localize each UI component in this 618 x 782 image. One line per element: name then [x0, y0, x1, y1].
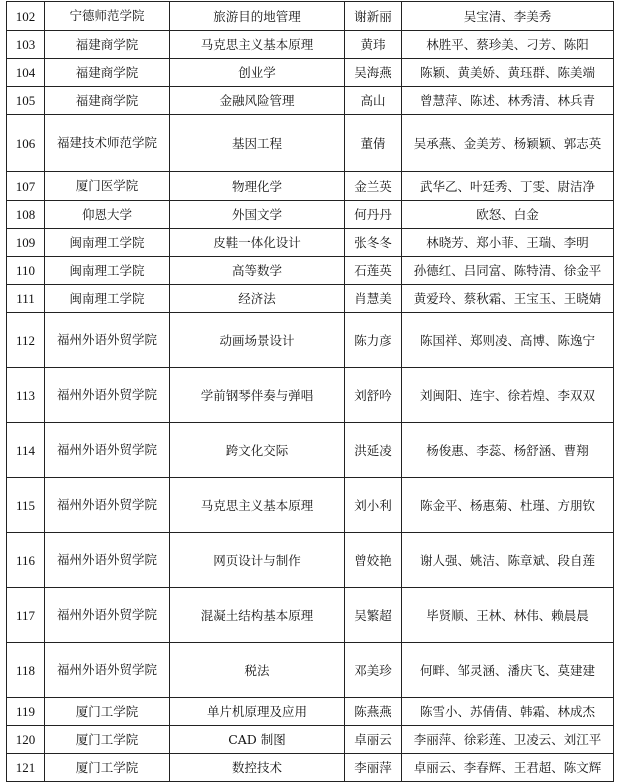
- row-number: 105: [7, 87, 45, 115]
- row-number: 112: [7, 313, 45, 368]
- school-name: 福州外语外贸学院: [45, 313, 170, 368]
- course-leader: 洪延凌: [345, 423, 402, 478]
- team-members: 吴承燕、金美芳、杨颖颖、郭志英: [402, 115, 614, 172]
- school-name: 仰恩大学: [45, 201, 170, 229]
- team-members: 何畔、邹灵涵、潘庆飞、莫建建: [402, 643, 614, 698]
- table-row: [7, 87, 614, 115]
- course-name: 马克思主义基本原理: [170, 478, 345, 533]
- row-number: 104: [7, 59, 45, 87]
- table-row: [7, 285, 614, 313]
- table-row: [7, 257, 614, 285]
- table-row: [7, 229, 614, 257]
- team-members: 毕贤顺、王林、林伟、赖晨晨: [402, 588, 614, 643]
- team-members: 杨俊惠、李蕊、杨舒涵、曹翔: [402, 423, 614, 478]
- table-row: [7, 588, 614, 643]
- table-row: [7, 478, 614, 533]
- course-name: 基因工程: [170, 115, 345, 172]
- table-row: [7, 726, 614, 754]
- row-number: 108: [7, 201, 45, 229]
- table-body: [7, 2, 614, 782]
- course-name: 混凝土结构基本原理: [170, 588, 345, 643]
- school-name: 福建商学院: [45, 31, 170, 59]
- course-name: 单片机原理及应用: [170, 698, 345, 726]
- school-name: 福建商学院: [45, 59, 170, 87]
- course-name: 物理化学: [170, 172, 345, 201]
- row-number: 119: [7, 698, 45, 726]
- course-name: 皮鞋一体化设计: [170, 229, 345, 257]
- team-members: 欧怒、白金: [402, 201, 614, 229]
- team-members: 林胜平、蔡珍美、刁芳、陈阳: [402, 31, 614, 59]
- school-name: 福建技术师范学院: [45, 115, 170, 172]
- row-number: 109: [7, 229, 45, 257]
- team-members: 武华乙、叶廷秀、丁雯、尉洁净: [402, 172, 614, 201]
- table-row: [7, 423, 614, 478]
- row-number: 117: [7, 588, 45, 643]
- team-members: 吴宝清、李美秀: [402, 2, 614, 31]
- course-leader: 曾姣艳: [345, 533, 402, 588]
- course-name: 经济法: [170, 285, 345, 313]
- team-members: 孙德红、吕同富、陈特清、徐金平: [402, 257, 614, 285]
- school-name: 闽南理工学院: [45, 229, 170, 257]
- course-name: 旅游目的地管理: [170, 2, 345, 31]
- team-members: 曾慧萍、陈述、林秀清、林兵青: [402, 87, 614, 115]
- table-row: [7, 2, 614, 31]
- course-leader: 董倩: [345, 115, 402, 172]
- course-leader: 陈燕燕: [345, 698, 402, 726]
- row-number: 113: [7, 368, 45, 423]
- school-name: 福州外语外贸学院: [45, 368, 170, 423]
- school-name: 福州外语外贸学院: [45, 478, 170, 533]
- table-row: [7, 313, 614, 368]
- course-leader: 陈力彦: [345, 313, 402, 368]
- course-name: 外国文学: [170, 201, 345, 229]
- row-number: 116: [7, 533, 45, 588]
- team-members: 李丽萍、徐彩莲、卫凌云、刘江平: [402, 726, 614, 754]
- course-leader: 吴繁超: [345, 588, 402, 643]
- row-number: 114: [7, 423, 45, 478]
- team-members: 刘闽阳、连宇、徐若煌、李双双: [402, 368, 614, 423]
- table-row: [7, 533, 614, 588]
- row-number: 115: [7, 478, 45, 533]
- course-leader: 黄玮: [345, 31, 402, 59]
- course-leader: 卓丽云: [345, 726, 402, 754]
- course-leader: 谢新丽: [345, 2, 402, 31]
- team-members: 陈金平、杨惠菊、杜瑾、方朋钦: [402, 478, 614, 533]
- team-members: 陈国祥、郑则凌、高博、陈逸宁: [402, 313, 614, 368]
- school-name: 厦门工学院: [45, 754, 170, 782]
- course-name: 数控技术: [170, 754, 345, 782]
- row-number: 118: [7, 643, 45, 698]
- row-number: 106: [7, 115, 45, 172]
- course-leader: 刘舒吟: [345, 368, 402, 423]
- table-row: [7, 172, 614, 201]
- course-name: 高等数学: [170, 257, 345, 285]
- table-row: [7, 201, 614, 229]
- team-members: 陈雪小、苏倩倩、韩霜、林成杰: [402, 698, 614, 726]
- row-number: 120: [7, 726, 45, 754]
- table-row: [7, 115, 614, 172]
- team-members: 卓丽云、李春辉、王君超、陈文辉: [402, 754, 614, 782]
- course-leader: 金兰英: [345, 172, 402, 201]
- school-name: 福建商学院: [45, 87, 170, 115]
- course-leader: 刘小利: [345, 478, 402, 533]
- course-name: 马克思主义基本原理: [170, 31, 345, 59]
- course-name: 税法: [170, 643, 345, 698]
- course-leader: 高山: [345, 87, 402, 115]
- table-row: [7, 368, 614, 423]
- table-row: [7, 31, 614, 59]
- course-leader: 邓美珍: [345, 643, 402, 698]
- row-number: 102: [7, 2, 45, 31]
- team-members: 林晓芳、郑小菲、王瑞、李明: [402, 229, 614, 257]
- table-row: [7, 643, 614, 698]
- course-name: CAD 制图: [170, 726, 345, 754]
- course-team-table: [6, 1, 614, 782]
- table-row: [7, 698, 614, 726]
- row-number: 121: [7, 754, 45, 782]
- school-name: 宁德师范学院: [45, 2, 170, 31]
- course-leader: 肖慧美: [345, 285, 402, 313]
- school-name: 闽南理工学院: [45, 257, 170, 285]
- school-name: 福州外语外贸学院: [45, 588, 170, 643]
- school-name: 厦门医学院: [45, 172, 170, 201]
- row-number: 110: [7, 257, 45, 285]
- course-name: 跨文化交际: [170, 423, 345, 478]
- row-number: 107: [7, 172, 45, 201]
- team-members: 陈颖、黄美娇、黄珏群、陈美端: [402, 59, 614, 87]
- course-leader: 吴海燕: [345, 59, 402, 87]
- row-number: 111: [7, 285, 45, 313]
- course-name: 创业学: [170, 59, 345, 87]
- course-name: 学前钢琴伴奏与弹唱: [170, 368, 345, 423]
- school-name: 厦门工学院: [45, 726, 170, 754]
- school-name: 福州外语外贸学院: [45, 423, 170, 478]
- school-name: 福州外语外贸学院: [45, 533, 170, 588]
- row-number: 103: [7, 31, 45, 59]
- school-name: 厦门工学院: [45, 698, 170, 726]
- school-name: 闽南理工学院: [45, 285, 170, 313]
- table-row: [7, 754, 614, 782]
- team-members: 谢人强、姚洁、陈章斌、段自莲: [402, 533, 614, 588]
- course-leader: 石莲英: [345, 257, 402, 285]
- school-name: 福州外语外贸学院: [45, 643, 170, 698]
- course-leader: 李丽萍: [345, 754, 402, 782]
- course-name: 金融风险管理: [170, 87, 345, 115]
- course-name: 动画场景设计: [170, 313, 345, 368]
- course-leader: 张冬冬: [345, 229, 402, 257]
- team-members: 黄爱玲、蔡秋霜、王宝玉、王晓婧: [402, 285, 614, 313]
- course-leader: 何丹丹: [345, 201, 402, 229]
- course-name: 网页设计与制作: [170, 533, 345, 588]
- table-row: [7, 59, 614, 87]
